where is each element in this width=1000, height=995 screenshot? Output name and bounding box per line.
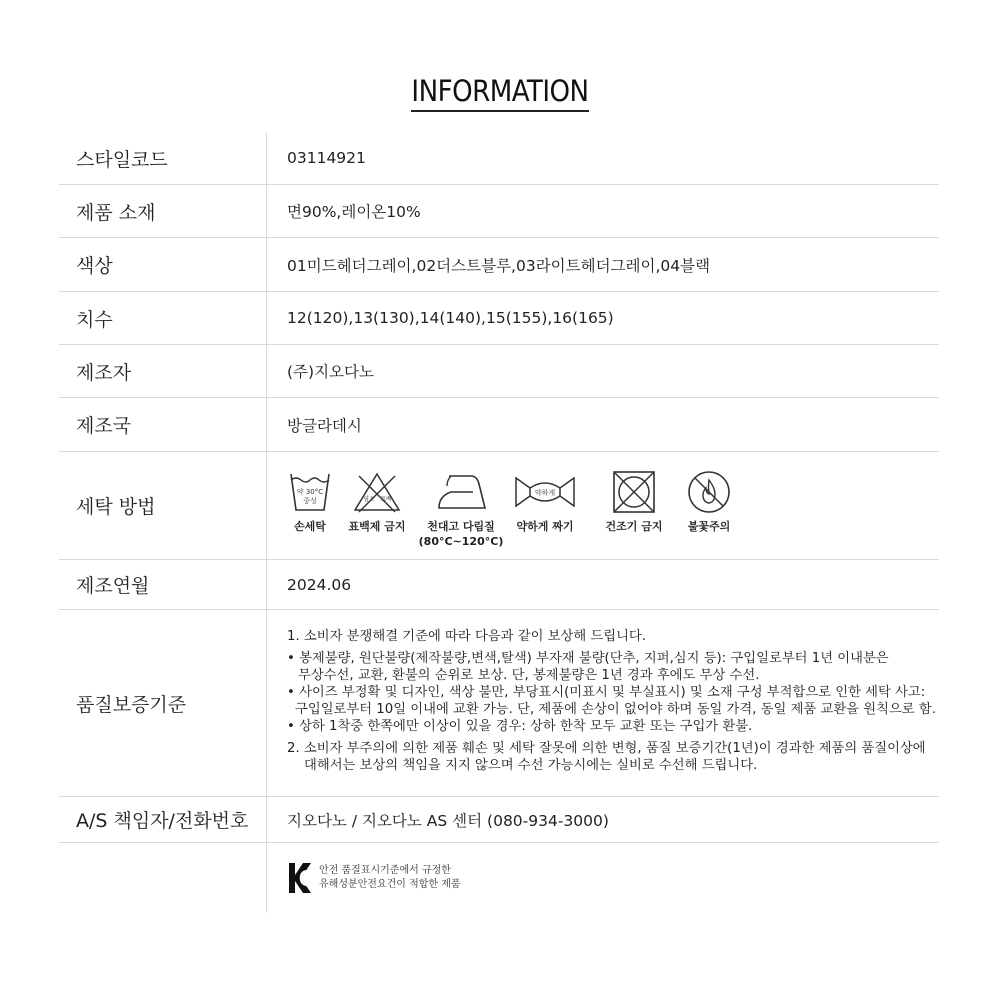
- no-bleach-caption: 표백제 금지: [348, 520, 406, 533]
- hand-wash-temp: 약 30°C: [296, 488, 324, 496]
- hand-wash-neutral: 중성: [303, 497, 317, 505]
- country-label: 제조국: [59, 398, 267, 451]
- quality-item-1: 1. 소비자 분쟁해결 기준에 따라 다음과 같이 보상해 드립니다.: [287, 629, 647, 644]
- no-bleach-left: 염소: [363, 496, 375, 503]
- title-text: INFORMATION: [411, 72, 588, 112]
- no-fire-icon: [687, 470, 731, 514]
- row-country: [59, 398, 939, 452]
- date-value: 2024.06: [287, 575, 352, 594]
- kc-line-1: 안전 품질표시기준에서 규정한: [319, 865, 451, 876]
- hand-wash-icon: [288, 470, 332, 514]
- quality-bullet-3: • 상하 1착중 한쪽에만 이상이 있을 경우: 상하 한착 모두 교환 또는 구입가 환불.: [287, 719, 753, 734]
- quality-bullet-2-line-2: 구입일로부터 10일 이내에 교환 가능. 단, 제품에 손상이 없어야 하며 동일 가격, 동일 제품 교환을 원칙으로 함.: [295, 702, 936, 717]
- iron-temperature: (80°C~120°C): [418, 535, 504, 548]
- row-kc: [59, 843, 939, 913]
- row-material: [59, 185, 939, 238]
- care-iron: [418, 470, 504, 548]
- quality-item-2-line-2: 대해서는 보상의 책임을 지지 않으며 수선 가능시에는 실비로 수선해 드립니다.: [304, 758, 758, 773]
- style-code-label: 스타일코드: [59, 132, 267, 184]
- no-bleach-icon: [351, 470, 403, 514]
- size-label: 치수: [59, 292, 267, 344]
- care-no-bleach: [347, 470, 407, 534]
- kc-mark: [267, 843, 939, 913]
- hand-wash-caption: 손세탁: [294, 520, 326, 533]
- kc-line-2: 유해성분안전요건이 적합한 제품: [319, 879, 461, 890]
- care-no-dryer: [601, 470, 667, 534]
- material-label: 제품 소재: [59, 185, 267, 237]
- kc-label-empty: [59, 843, 267, 913]
- quality-text: [267, 610, 939, 796]
- care-hand-wash: [287, 470, 333, 534]
- care-symbols: [267, 452, 939, 559]
- as-value: 지오다노 / 지오다노 AS 센터 (080-934-3000): [287, 811, 609, 830]
- maker-value: (주)지오다노: [287, 363, 374, 381]
- quality-bullet-1-line-2: 무상수선, 교환, 환불의 순위로 보상. 단, 봉제불량은 1년 경과 후에도 무상 수선.: [298, 668, 760, 683]
- no-bleach-right: 표백: [380, 496, 392, 503]
- size-value: 12(120),13(130),14(140),15(155),16(165): [287, 309, 614, 327]
- wring-icon-text: 약하게: [534, 489, 556, 497]
- iron-caption: 천대고 다림질: [427, 520, 495, 533]
- quality-bullet-1-line-1: • 봉제불량, 원단불량(제작불량,변색,탈색) 부자재 불량(단추, 지퍼,심지 등): 구입일로부터 1년 이내분은: [287, 651, 889, 666]
- row-date: [59, 560, 939, 610]
- quality-bullet-2-line-1: • 사이즈 부정확 및 디자인, 색상 불만, 부당표시(미표시 및 부실표시) 및 소재 구성 부적합으로 인한 세탁 사고:: [287, 685, 926, 700]
- kc-certification-icon: [287, 861, 313, 895]
- style-code-value: 03114921: [287, 149, 366, 167]
- date-label: 제조연월: [59, 560, 267, 609]
- row-as: [59, 797, 939, 843]
- row-size: [59, 292, 939, 345]
- no-tumble-dry-icon: [612, 470, 656, 514]
- care-wring: [513, 470, 577, 534]
- row-quality: [59, 610, 939, 797]
- country-value: 방글라데시: [287, 416, 362, 435]
- fire-caption: 불꽃주의: [687, 520, 731, 533]
- no-dryer-caption: 건조기 금지: [605, 520, 663, 533]
- row-style-code: [59, 132, 939, 185]
- page-title: [0, 72, 1000, 112]
- color-value: 01미드헤더그레이,02더스트블루,03라이트헤더그레이,04블랙: [287, 256, 711, 275]
- row-maker: [59, 345, 939, 398]
- wring-gently-icon: [514, 470, 576, 514]
- washing-label: 세탁 방법: [59, 452, 267, 559]
- color-label: 색상: [59, 238, 267, 291]
- care-fire: [681, 470, 737, 534]
- iron-icon: [433, 470, 489, 514]
- material-value: 면90%,레이온10%: [287, 203, 421, 221]
- row-washing: [59, 452, 939, 560]
- maker-label: 제조자: [59, 345, 267, 397]
- wring-caption: 약하게 짜기: [516, 520, 574, 533]
- quality-item-2-line-1: 2. 소비자 부주의에 의한 제품 훼손 및 세탁 잘못에 의한 변형, 품질 보증기간(1년)이 경과한 제품의 품질이상에: [287, 741, 926, 756]
- info-table: [59, 132, 939, 913]
- quality-label: 품질보증기준: [59, 610, 267, 796]
- kc-text: [319, 864, 461, 892]
- row-color: [59, 238, 939, 292]
- as-label: A/S 책임자/전화번호: [59, 797, 267, 842]
